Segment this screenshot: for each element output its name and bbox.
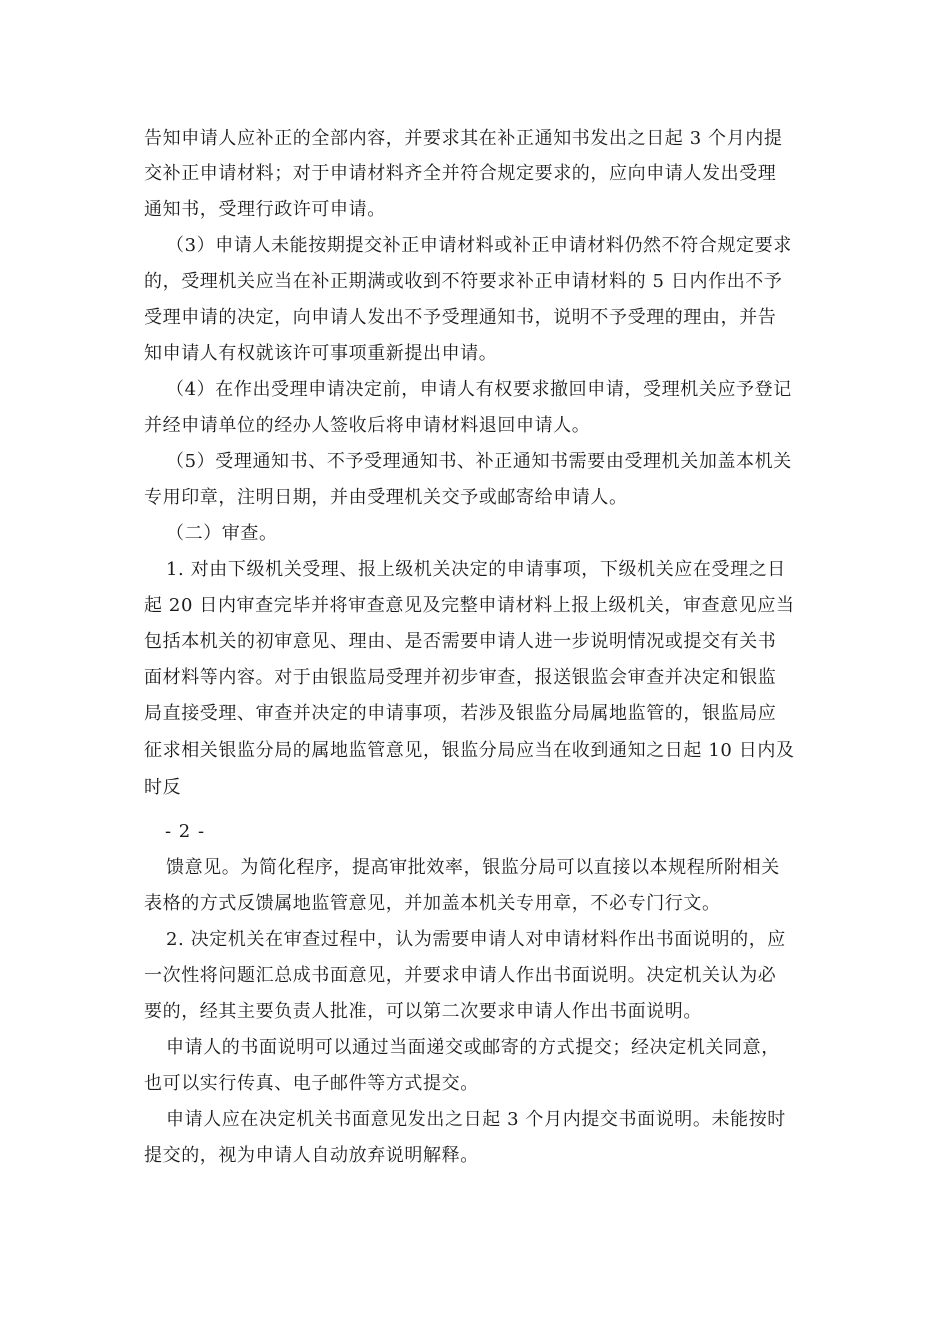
text-line: 起 20 日内审查完毕并将审查意见及完整申请材料上报上级机关，审查意见应当 [144, 595, 795, 616]
text-line: 征求相关银监分局的属地监管意见，银监分局应当在收到通知之日起 10 日内及 [144, 740, 795, 761]
text-line: 包括本机关的初审意见、理由、是否需要申请人进一步说明情况或提交有关书 [144, 631, 777, 652]
text-line: 表格的方式反馈属地监管意见，并加盖本机关专用章，不必专门行文。 [144, 893, 721, 914]
text-line: 并经申请单位的经办人签收后将申请材料退回申请人。 [144, 415, 591, 436]
text-line: 的，受理机关应当在补正期满或收到不符要求补正申请材料的 5 日内作出不予 [144, 271, 783, 292]
text-line: 面材料等内容。对于由银监局受理并初步审查，报送银监会审查并决定和银监 [144, 667, 777, 688]
section-heading: （二）审查。 [166, 523, 278, 544]
paragraph-start: 1. 对由下级机关受理、报上级机关决定的申请事项，下级机关应在受理之日 [166, 559, 786, 580]
paragraph-start: （5）受理通知书、不予受理通知书、补正通知书需要由受理机关加盖本机关 [166, 451, 792, 472]
text-line: 交补正申请材料；对于申请材料齐全并符合规定要求的，应向申请人发出受理 [144, 163, 777, 184]
paragraph-start: 2. 决定机关在审查过程中，认为需要申请人对申请材料作出书面说明的，应 [166, 929, 786, 950]
text-line: 通知书，受理行政许可申请。 [144, 199, 386, 220]
text-line: 局直接受理、审查并决定的申请事项，若涉及银监分局属地监管的，银监局应 [144, 703, 777, 724]
text-line: 知申请人有权就该许可事项重新提出申请。 [144, 343, 498, 364]
text-line: 时反 [144, 777, 182, 798]
text-line: 专用印章，注明日期，并由受理机关交予或邮寄给申请人。 [144, 487, 628, 508]
paragraph-start: （4）在作出受理申请决定前，申请人有权要求撤回申请，受理机关应予登记 [166, 379, 792, 400]
text-line: 告知申请人应补正的全部内容，并要求其在补正通知书发出之日起 3 个月内提 [144, 128, 783, 149]
text-line: 受理申请的决定，向申请人发出不予受理通知书，说明不予受理的理由，并告 [144, 307, 777, 328]
paragraph-start: 申请人应在决定机关书面意见发出之日起 3 个月内提交书面说明。未能按时 [166, 1109, 786, 1130]
text-line: 提交的，视为申请人自动放弃说明解释。 [144, 1145, 479, 1166]
text-line: 要的，经其主要负责人批准，可以第二次要求申请人作出书面说明。 [144, 1001, 702, 1022]
text-line: 馈意见。为简化程序，提高审批效率，银监分局可以直接以本规程所附相关 [166, 857, 780, 878]
paragraph-start: 申请人的书面说明可以通过当面递交或邮寄的方式提交；经决定机关同意， [166, 1037, 780, 1058]
text-line: 一次性将问题汇总成书面意见，并要求申请人作出书面说明。决定机关认为必 [144, 965, 777, 986]
page-number: - 2 - [165, 821, 206, 842]
paragraph-start: （3）申请人未能按期提交补正申请材料或补正申请材料仍然不符合规定要求 [166, 235, 792, 256]
text-line: 也可以实行传真、电子邮件等方式提交。 [144, 1073, 479, 1094]
